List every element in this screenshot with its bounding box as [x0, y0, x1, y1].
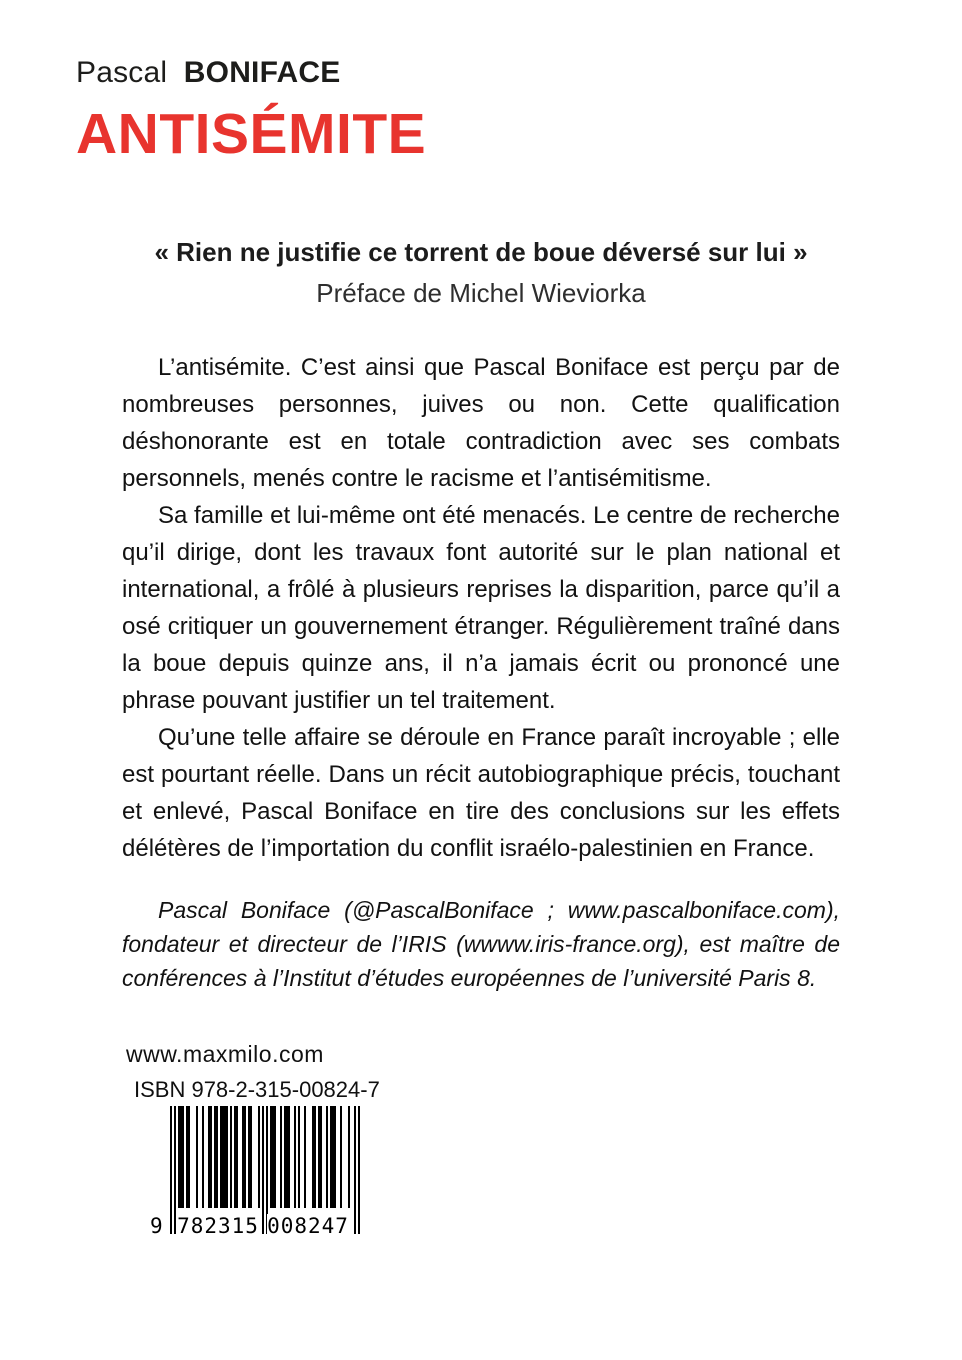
book-title: ANTISÉMITE	[76, 102, 427, 166]
barcode	[150, 1106, 370, 1238]
synopsis-paragraph-3: Qu’une telle affaire se déroule en France paraît incroyable ; elle est pourtant réelle. Dans un récit autobiographique précis, touchant et enlevé, Pascal Boniface en tire des conclusions sur les effets délétères de l’importation du conflit israélo-palestinien en France.	[122, 724, 840, 862]
barcode-digits-left: 782315	[177, 1214, 259, 1238]
synopsis-paragraph-2: Sa famille et lui-même ont été menacés. Le centre de recherche qu’il dirige, dont les travaux font autorité sur le plan national et international, a frôlé à plusieurs reprises la disparition, parce qu’il a osé critiquer un gouvernement étranger. Régulièrement traîné dans la boue depuis quinze ans, il n’a jamais écrit ou prononcé une phrase pouvant justifier un tel traitement.	[122, 502, 840, 714]
quote-block	[0, 237, 962, 309]
header	[0, 56, 962, 166]
author-bio: Pascal Boniface (@PascalBoniface ; www.pascalboniface.com), fondateur et directeur de l’IRIS (wwww.iris-france.org), est maître de conférences à l’Institut d’études européennes de l’université Paris 8.	[122, 897, 840, 991]
footer	[0, 1041, 962, 1238]
author-last-name: BONIFACE	[183, 56, 341, 89]
barcode-digit-first: 9	[150, 1214, 164, 1238]
isbn-label: ISBN 978-2-315-00824-7	[134, 1077, 380, 1102]
synopsis	[122, 349, 840, 867]
author-first-name: Pascal	[76, 56, 168, 89]
synopsis-paragraph-1: L’antisémite. C’est ainsi que Pascal Boniface est perçu par de nombreuses personnes, juives ou non. Cette qualification déshonorante est en totale contradiction avec ses combats personnels, menés contre le racisme et l’antisémitisme.	[122, 354, 840, 492]
cover-quote: « Rien ne justifie ce torrent de boue déversé sur lui »	[154, 237, 808, 267]
barcode-digits-right: 008247	[267, 1214, 349, 1238]
author-name	[76, 56, 886, 90]
preface-credit: Préface de Michel Wieviorka	[316, 278, 646, 308]
publisher-website: www.maxmilo.com	[126, 1041, 324, 1067]
